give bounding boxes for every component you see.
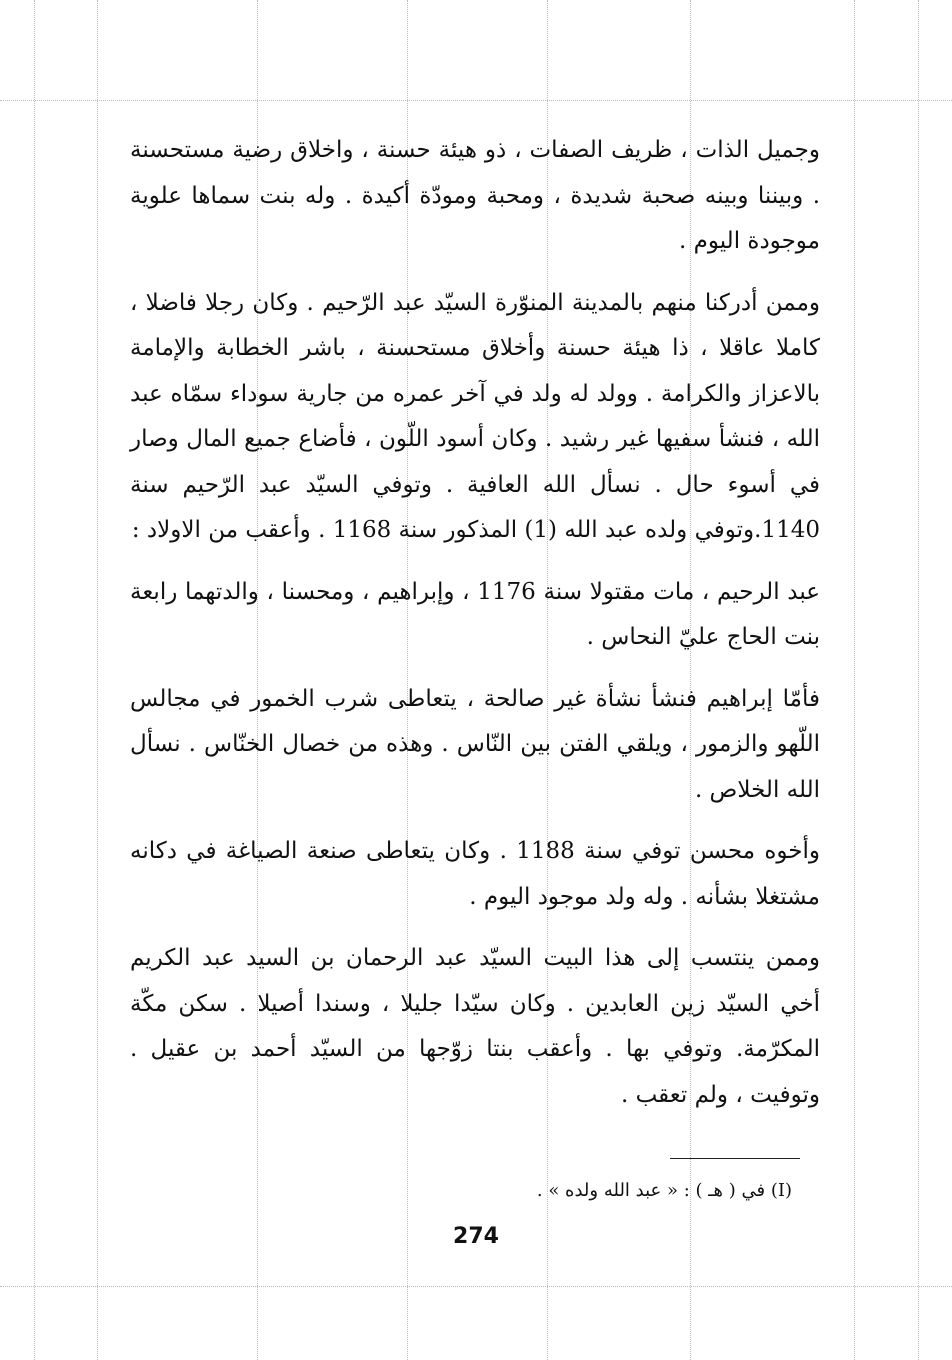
footnote-divider <box>670 1158 800 1159</box>
guide-line <box>918 0 919 1360</box>
paragraph: فأمّا إبراهيم فنشأ نشأة غير صالحة ، يتعاطى شرب الخمور في مجالس اللّهو والزمور ، ويلقي الفتن بين النّاس . وهذه من خصال الخنّاس . نسأل الله الخلاص . <box>130 685 820 803</box>
paragraph: وأخوه محسن توفي سنة 1188 . وكان يتعاطى صنعة الصياغة في دكانه مشتغلا بشأنه . وله ولد موجود اليوم . <box>130 838 821 910</box>
guide-line <box>0 1286 952 1287</box>
footnote: (I) في ( هـ ) : « عبد الله ولده » . <box>536 1180 792 1201</box>
guide-line <box>97 0 98 1360</box>
paragraph: وممن أدركنا منهم بالمدينة المنوّرة السيّد عبد الرّحيم . وكان رجلا فاضلا ، كاملا عاقلا ، ذا هيئة حسنة وأخلاق مستحسنة ، باشر الخطابة والإمامة بالاعزاز والكرامة . وولد له ولد في آخر عمره من جارية سوداء سمّاه عبد الله ، فنشأ سفيها غير رشيد . وكان أسود اللّون ، فأضاع جميع المال وصار في أسوء حال . نسأل الله العافية . وتوفي السيّد عبد الرّحيم سنة 1140.وتوفي ولده عبد الله (1) المذكور سنة 1168 . وأعقب من الاولاد : <box>130 289 820 543</box>
paragraph: عبد الرحيم ، مات مقتولا سنة 1176 ، وإبراهيم ، ومحسنا ، والدتهما رابعة بنت الحاج عليّ النحاس . <box>130 578 820 650</box>
guide-line <box>854 0 855 1360</box>
paragraph: وممن ينتسب إلى هذا البيت السيّد عبد الرحمان بن السيد عبد الكريم أخي السيّد زين العابدين . وكان سيّدا جليلا ، وسندا أصيلا . سكن مكّة المكرّمة. وتوفي بها . وأعقب بنتا زوّجها من السيّد أحمد بن عقيل . وتوفيت ، ولم تعقب . <box>130 945 820 1108</box>
guide-line <box>0 100 952 101</box>
page-number: 274 <box>453 1224 499 1249</box>
page-body <box>130 128 820 1134</box>
guide-line <box>34 0 35 1360</box>
paragraph: وجميل الذات ، ظريف الصفات ، ذو هيئة حسنة ، واخلاق رضية مستحسنة . وبيننا وبينه صحبة شديدة ، ومحبة ومودّة أكيدة . وله بنت سماها علوية موجودة اليوم . <box>130 137 820 254</box>
